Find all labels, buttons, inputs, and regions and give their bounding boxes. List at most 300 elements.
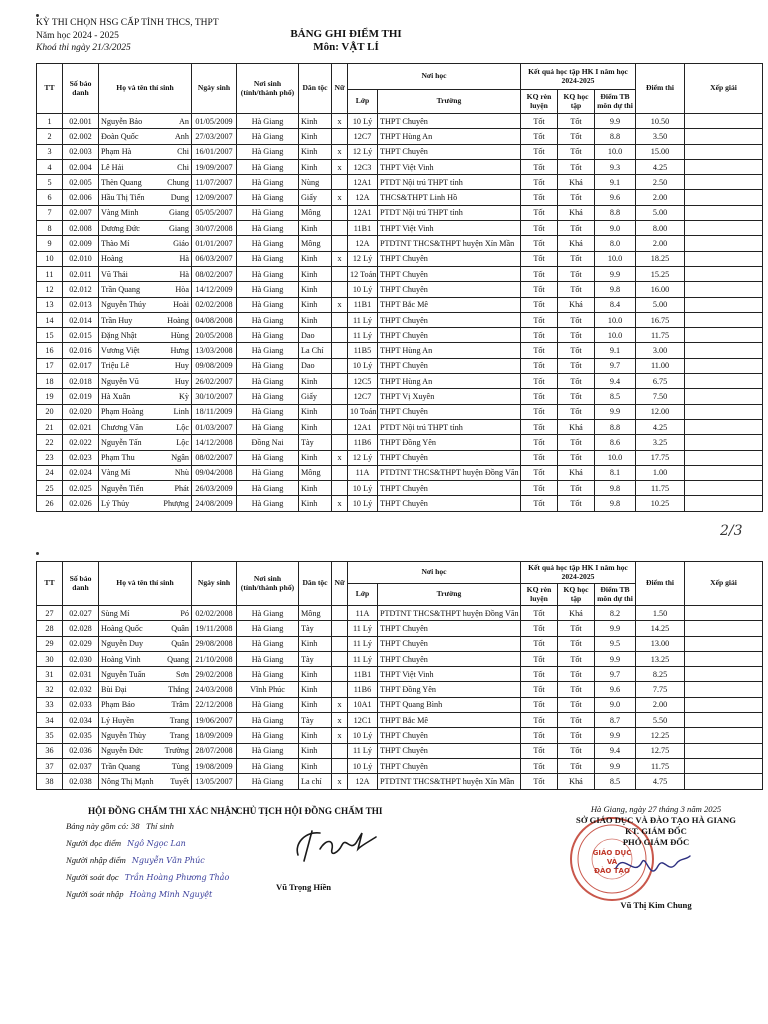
cell-name <box>99 159 192 174</box>
cell-conduct: Tốt <box>521 114 558 129</box>
cell-birthplace: Hà Giang <box>237 404 299 419</box>
table-row <box>37 636 763 651</box>
cell-study: Khá <box>558 297 595 312</box>
col-female: Nữ <box>332 64 348 114</box>
cell-conduct: Tốt <box>521 728 558 743</box>
cell-birthplace: Hà Giang <box>237 713 299 728</box>
cell-conduct: Tốt <box>521 374 558 389</box>
cell-last-name: Thào Mí <box>101 239 130 249</box>
table-row <box>37 144 763 159</box>
cell-female: x <box>332 251 348 266</box>
cell-conduct: Tốt <box>521 129 558 144</box>
col-school-group: Nơi học <box>348 562 521 584</box>
cell-tt: 16 <box>37 343 63 358</box>
count-label: Bảng này gồm có: 38 <box>66 821 140 831</box>
reader-signature: Ngô Ngọc Lan <box>127 839 186 848</box>
cell-name <box>99 667 192 682</box>
cell-dob: 24/08/2009 <box>192 496 237 511</box>
svg-text:GIÁO DỤC: GIÁO DỤC <box>592 849 632 857</box>
cell-award <box>685 621 763 636</box>
cell-sbd: 02.022 <box>63 435 99 450</box>
table-row <box>37 621 763 636</box>
cell-avg: 8.8 <box>595 129 636 144</box>
cell-ethnic: Kinh <box>299 450 332 465</box>
cell-first-name: Trường <box>164 746 189 756</box>
name-wrap <box>101 147 189 156</box>
cell-conduct: Tốt <box>521 621 558 636</box>
cell-female: x <box>332 159 348 174</box>
cell-name <box>99 358 192 373</box>
cell-birthplace: Hà Giang <box>237 743 299 758</box>
cell-study: Khá <box>558 465 595 480</box>
cell-tt: 35 <box>37 728 63 743</box>
cell-avg: 8.6 <box>595 435 636 450</box>
cell-class: 12C7 <box>348 389 378 404</box>
cell-female <box>332 481 348 496</box>
cell-first-name: Hưng <box>170 346 189 356</box>
cell-avg: 9.9 <box>595 114 636 129</box>
cell-study: Tốt <box>558 743 595 758</box>
table-row <box>37 465 763 480</box>
cell-female <box>332 404 348 419</box>
cell-score: 11.75 <box>636 328 685 343</box>
cell-school: THPT Chuyên <box>378 114 521 129</box>
cell-name <box>99 190 192 205</box>
name-wrap <box>101 700 189 709</box>
cell-ethnic: Dao <box>299 358 332 373</box>
cell-dob: 19/09/2007 <box>192 159 237 174</box>
cell-award <box>685 496 763 511</box>
col-score: Điểm thi <box>636 64 685 114</box>
cell-ethnic: Kinh <box>299 144 332 159</box>
cell-avg: 9.9 <box>595 404 636 419</box>
cell-name <box>99 450 192 465</box>
cell-conduct: Tốt <box>521 328 558 343</box>
cell-award <box>685 266 763 281</box>
cell-conduct: Tốt <box>521 697 558 712</box>
cell-school: THPT Việt Vinh <box>378 159 521 174</box>
cell-birthplace: Hà Giang <box>237 774 299 789</box>
cell-class: 12A1 <box>348 419 378 434</box>
cell-study: Tốt <box>558 450 595 465</box>
cell-class: 10A1 <box>348 697 378 712</box>
cell-conduct: Tốt <box>521 190 558 205</box>
cell-sbd: 02.032 <box>63 682 99 697</box>
cell-first-name: Phượng <box>163 499 189 509</box>
col-study: KQ học tập <box>558 90 595 114</box>
cell-first-name: Giang <box>168 208 189 218</box>
cell-study: Tốt <box>558 496 595 511</box>
table-row <box>37 667 763 682</box>
cell-class: 11A <box>348 606 378 621</box>
cell-female <box>332 651 348 666</box>
cell-study: Tốt <box>558 221 595 236</box>
cell-tt: 10 <box>37 251 63 266</box>
cell-female <box>332 682 348 697</box>
cell-score: 5.00 <box>636 297 685 312</box>
cell-tt: 9 <box>37 236 63 251</box>
cell-avg: 9.5 <box>595 636 636 651</box>
cell-ethnic: Kinh <box>299 282 332 297</box>
sheet-title: BẢNG GHI ĐIỂM THI <box>290 28 402 40</box>
col-study: KQ học tập <box>558 584 595 606</box>
cell-female <box>332 758 348 773</box>
cell-female <box>332 266 348 281</box>
cell-award <box>685 606 763 621</box>
cell-female <box>332 435 348 450</box>
col-conduct: KQ rèn luyện <box>521 584 558 606</box>
entry-label: Người nhập điểm <box>66 855 126 865</box>
table-row <box>37 435 763 450</box>
cell-sbd: 02.013 <box>63 297 99 312</box>
cell-study: Tốt <box>558 389 595 404</box>
cell-conduct: Tốt <box>521 496 558 511</box>
table-row <box>37 774 763 789</box>
cell-conduct: Tốt <box>521 358 558 373</box>
cell-ethnic: La Chí <box>299 343 332 358</box>
table-row <box>37 713 763 728</box>
table-row <box>37 297 763 312</box>
cell-conduct: Tốt <box>521 419 558 434</box>
cell-conduct: Tốt <box>521 251 558 266</box>
cell-last-name: Phạm Thu <box>101 453 135 463</box>
cell-award <box>685 129 763 144</box>
cell-dob: 08/02/2007 <box>192 450 237 465</box>
col-birthplace: Nơi sinh (tỉnh/thành phố) <box>237 562 299 606</box>
cell-female: x <box>332 190 348 205</box>
table-row <box>37 114 763 129</box>
cell-tt: 20 <box>37 404 63 419</box>
cell-birthplace: Hà Giang <box>237 129 299 144</box>
cell-first-name: Quang <box>167 654 189 664</box>
cell-study: Tốt <box>558 282 595 297</box>
cell-dob: 22/12/2008 <box>192 697 237 712</box>
cell-class: 12C5 <box>348 374 378 389</box>
cell-avg: 10.0 <box>595 450 636 465</box>
cell-study: Khá <box>558 205 595 220</box>
table-row <box>37 205 763 220</box>
cell-name <box>99 697 192 712</box>
cell-name <box>99 343 192 358</box>
cell-award <box>685 404 763 419</box>
cell-school: THPT Chuyên <box>378 404 521 419</box>
cell-conduct: Tốt <box>521 282 558 297</box>
cell-ethnic: Kinh <box>299 636 332 651</box>
name-wrap <box>101 670 189 679</box>
cell-dob: 26/03/2009 <box>192 481 237 496</box>
cell-first-name: Linh <box>173 407 189 417</box>
cell-name <box>99 404 192 419</box>
cell-tt: 37 <box>37 758 63 773</box>
cell-study: Khá <box>558 175 595 190</box>
cell-class: 11 Lý <box>348 636 378 651</box>
name-wrap <box>101 731 189 740</box>
name-wrap <box>101 285 189 294</box>
cell-award <box>685 713 763 728</box>
cell-class: 11A <box>348 465 378 480</box>
cell-female <box>332 419 348 434</box>
table-row <box>37 496 763 511</box>
cell-tt: 3 <box>37 144 63 159</box>
subject: Môn: VẬT LÍ <box>313 41 379 53</box>
cell-award <box>685 328 763 343</box>
cell-tt: 15 <box>37 328 63 343</box>
table-row <box>37 682 763 697</box>
cell-last-name: Hầu Thị Tiến <box>101 193 145 203</box>
cell-name <box>99 266 192 281</box>
cell-class: 10 Lý <box>348 358 378 373</box>
cell-dob: 27/03/2007 <box>192 129 237 144</box>
cell-dob: 14/12/2008 <box>192 435 237 450</box>
cell-score: 13.00 <box>636 636 685 651</box>
cell-sbd: 02.021 <box>63 419 99 434</box>
cell-birthplace: Hà Giang <box>237 328 299 343</box>
cell-first-name: Lộc <box>176 422 189 432</box>
cell-sbd: 02.009 <box>63 236 99 251</box>
cell-school: THPT Đồng Yên <box>378 682 521 697</box>
cell-study: Tốt <box>558 114 595 129</box>
cell-score: 12.25 <box>636 728 685 743</box>
cell-female <box>332 606 348 621</box>
cell-name <box>99 282 192 297</box>
table-row <box>37 419 763 434</box>
col-female: Nữ <box>332 562 348 606</box>
cell-sbd: 02.024 <box>63 465 99 480</box>
cell-avg: 9.8 <box>595 481 636 496</box>
cell-school: PTDTNT THCS&THPT huyện Xín Mần <box>378 236 521 251</box>
cell-tt: 18 <box>37 374 63 389</box>
col-school: Trường <box>378 90 521 114</box>
cell-award <box>685 251 763 266</box>
exam-header <box>36 17 219 55</box>
cell-study: Tốt <box>558 667 595 682</box>
cell-name <box>99 221 192 236</box>
col-conduct: KQ rèn luyện <box>521 90 558 114</box>
cell-school: THPT Chuyên <box>378 743 521 758</box>
name-wrap <box>101 624 189 633</box>
school-year: Năm học 2024 - 2025 <box>36 30 119 41</box>
cell-award <box>685 236 763 251</box>
cell-school: THPT Chuyên <box>378 621 521 636</box>
cell-birthplace: Hà Giang <box>237 651 299 666</box>
cell-award <box>685 358 763 373</box>
cell-school: THPT Chuyên <box>378 481 521 496</box>
cell-last-name: Thèn Quang <box>101 177 142 187</box>
cell-conduct: Tốt <box>521 404 558 419</box>
cell-award <box>685 205 763 220</box>
cell-dob: 11/07/2007 <box>192 175 237 190</box>
cell-sbd: 02.034 <box>63 713 99 728</box>
cell-dob: 01/01/2007 <box>192 236 237 251</box>
cell-ethnic: Kinh <box>299 312 332 327</box>
name-wrap <box>101 762 189 771</box>
cell-score: 10.25 <box>636 496 685 511</box>
cell-birthplace: Hà Giang <box>237 374 299 389</box>
cell-dob: 05/05/2007 <box>192 205 237 220</box>
cell-score: 14.25 <box>636 621 685 636</box>
cell-female <box>332 312 348 327</box>
score-table-1 <box>36 63 763 512</box>
cell-dob: 19/06/2007 <box>192 713 237 728</box>
cell-conduct: Tốt <box>521 205 558 220</box>
cell-name <box>99 636 192 651</box>
cell-class: 12 Toán <box>348 266 378 281</box>
cell-name <box>99 312 192 327</box>
cell-first-name: Trang <box>169 715 189 725</box>
table-row <box>37 404 763 419</box>
table-row <box>37 481 763 496</box>
cell-tt: 19 <box>37 389 63 404</box>
cell-name <box>99 682 192 697</box>
cell-score: 11.00 <box>636 358 685 373</box>
cell-award <box>685 312 763 327</box>
table-1-body <box>37 114 763 512</box>
cell-birthplace: Hà Giang <box>237 389 299 404</box>
cell-birthplace: Hà Giang <box>237 144 299 159</box>
cell-birthplace: Hà Giang <box>237 312 299 327</box>
col-dob: Ngày sinh <box>192 64 237 114</box>
cell-last-name: Phạm Hoàng <box>101 407 144 417</box>
cell-ethnic: Mông <box>299 205 332 220</box>
cell-school: PTDT Nội trú THPT tỉnh <box>378 419 521 434</box>
cell-avg: 10.0 <box>595 144 636 159</box>
name-wrap <box>101 361 189 370</box>
cell-study: Tốt <box>558 144 595 159</box>
cell-score: 5.00 <box>636 205 685 220</box>
cell-study: Tốt <box>558 636 595 651</box>
cell-sbd: 02.008 <box>63 221 99 236</box>
cell-last-name: Nguyễn Đức <box>101 746 143 756</box>
table-row <box>37 221 763 236</box>
cell-score: 16.75 <box>636 312 685 327</box>
name-wrap <box>101 331 189 340</box>
cell-dob: 18/09/2009 <box>192 728 237 743</box>
cell-sbd: 02.010 <box>63 251 99 266</box>
cell-ethnic: Kinh <box>299 374 332 389</box>
table-row <box>37 175 763 190</box>
cell-name <box>99 297 192 312</box>
cell-award <box>685 175 763 190</box>
cell-study: Tốt <box>558 129 595 144</box>
cell-avg: 8.5 <box>595 389 636 404</box>
cell-conduct: Tốt <box>521 667 558 682</box>
col-score: Điểm thi <box>636 562 685 606</box>
cell-conduct: Tốt <box>521 481 558 496</box>
cell-school: PTDT Nội trú THPT tỉnh <box>378 175 521 190</box>
cell-school: THPT Chuyên <box>378 251 521 266</box>
cell-avg: 8.0 <box>595 236 636 251</box>
cell-first-name: Pó <box>180 608 189 618</box>
sheet-title-block <box>236 28 456 54</box>
cell-score: 2.00 <box>636 236 685 251</box>
cell-birthplace: Hà Giang <box>237 343 299 358</box>
cell-score: 13.25 <box>636 651 685 666</box>
cell-female <box>332 636 348 651</box>
cell-tt: 27 <box>37 606 63 621</box>
cell-score: 3.25 <box>636 435 685 450</box>
cell-first-name: Ngân <box>171 453 189 463</box>
cell-avg: 9.1 <box>595 343 636 358</box>
cell-tt: 6 <box>37 190 63 205</box>
cell-score: 6.75 <box>636 374 685 389</box>
chair-title: CHỦ TỊCH HỘI ĐỒNG CHẤM THI <box>236 806 383 816</box>
cell-ethnic: Kinh <box>299 266 332 281</box>
cell-avg: 9.9 <box>595 758 636 773</box>
cell-name <box>99 496 192 511</box>
col-result-group: Kết quả học tập HK I năm học 2024-2025 <box>521 64 636 90</box>
cell-study: Khá <box>558 419 595 434</box>
cell-dob: 08/02/2007 <box>192 266 237 281</box>
cell-school: THPT Hùng An <box>378 343 521 358</box>
cell-school: THCS&THPT Linh Hồ <box>378 190 521 205</box>
cell-first-name: Lộc <box>176 437 189 447</box>
cell-first-name: Sơn <box>176 669 189 679</box>
approval-block <box>556 804 756 911</box>
cell-sbd: 02.001 <box>63 114 99 129</box>
cell-avg: 8.8 <box>595 205 636 220</box>
name-wrap <box>101 163 189 172</box>
cell-school: THPT Chuyên <box>378 651 521 666</box>
cell-ethnic: Kinh <box>299 728 332 743</box>
cell-ethnic: Tày <box>299 713 332 728</box>
cell-conduct: Tốt <box>521 221 558 236</box>
table-2-body <box>37 606 763 790</box>
cell-last-name: Nguyễn Duy <box>101 639 144 649</box>
cell-birthplace: Hà Giang <box>237 496 299 511</box>
cell-avg: 9.6 <box>595 682 636 697</box>
col-school-group: Nơi học <box>348 64 521 90</box>
cell-name <box>99 651 192 666</box>
cell-last-name: Lý Huyền <box>101 715 134 725</box>
name-wrap <box>101 239 189 248</box>
cell-score: 10.50 <box>636 114 685 129</box>
cell-avg: 10.0 <box>595 328 636 343</box>
cell-sbd: 02.006 <box>63 190 99 205</box>
cell-avg: 9.9 <box>595 728 636 743</box>
cell-award <box>685 374 763 389</box>
cell-dob: 04/08/2008 <box>192 312 237 327</box>
name-wrap <box>101 655 189 664</box>
cell-sbd: 02.030 <box>63 651 99 666</box>
table-row <box>37 728 763 743</box>
cell-sbd: 02.018 <box>63 374 99 389</box>
cell-score: 1.00 <box>636 465 685 480</box>
cell-birthplace: Hà Giang <box>237 175 299 190</box>
checker-label: Người soát đọc <box>66 872 119 882</box>
cell-ethnic: Kinh <box>299 667 332 682</box>
cell-school: THPT Chuyên <box>378 328 521 343</box>
cell-ethnic: La chí <box>299 774 332 789</box>
cell-first-name: Chi <box>177 162 189 172</box>
cell-conduct: Tốt <box>521 713 558 728</box>
cell-school: PTDTNT THCS&THPT huyện Đồng Văn <box>378 606 521 621</box>
cell-avg: 9.7 <box>595 667 636 682</box>
cell-sbd: 02.027 <box>63 606 99 621</box>
cell-birthplace: Hà Giang <box>237 419 299 434</box>
cell-female <box>332 465 348 480</box>
cell-conduct: Tốt <box>521 774 558 789</box>
sign-date: Hà Giang, ngày 27 tháng 3 năm 2025 <box>590 804 722 814</box>
cell-award <box>685 114 763 129</box>
cell-dob: 19/11/2008 <box>192 621 237 636</box>
name-wrap <box>101 346 189 355</box>
cell-last-name: Bùi Đại <box>101 685 127 695</box>
cell-score: 8.25 <box>636 667 685 682</box>
cell-study: Tốt <box>558 374 595 389</box>
cell-name <box>99 419 192 434</box>
name-wrap <box>101 423 189 432</box>
entry-checker-label: Người soát nhập <box>66 889 124 899</box>
